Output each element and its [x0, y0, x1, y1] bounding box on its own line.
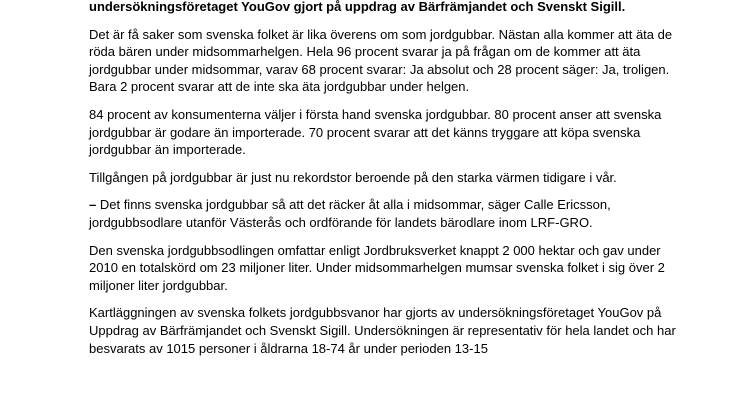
lead-paragraph: undersökningsföretaget YouGov gjort på uppdrag av Bärfrämjandet och Svenskt Sigill.: [89, 0, 626, 14]
paragraph-consumer-preference: 84 procent av konsumenterna väljer i första hand svenska jordgubbar. 80 procent anser att svenska jordgubbar är godare än importerade. 70 procent svarar att det känns tryggare att köpa svenska jordgubbar än importerade.: [89, 106, 662, 158]
paragraph-methodology: Kartläggningen av svenska folkets jordgubbsvanor har gjorts av undersökningsföretaget YouGov på Uppdrag av Bärfrämjandet och Svenskt Sigill. Undersökningen är representativ för hela landet och har besvarats av 1015 personer i åldrarna 18-74 år under perioden 13-15: [89, 305, 676, 356]
article-body: [89, 0, 689, 367]
paragraph-supply: Tillgången på jordgubbar är just nu rekordstor beroende på den starka värmen tidigare i vår.: [89, 169, 617, 185]
paragraph-survey-intro: Det är få saker som svenska folket är lika överens om som jordgubbar. Nästan alla kommer att äta de röda bären under midsommarhelgen. Hela 96 procent svarar ja på frågan om de kommer att äta jordgubbar under midsommar, varav 68 procent svarar: Ja absolut och 28 procent säger: Ja, troligen. Bara 2 procent svarar att de inte ska äta jordgubbar under helgen.: [89, 26, 673, 95]
quote-paragraph: [89, 196, 689, 231]
quote-dash: –: [89, 197, 97, 213]
quote-text: Det finns svenska jordgubbar så att det räcker åt alla i midsommar, säger Calle Ericsson, jordgubbsodlare utanför Västerås och ordförande för landets bärodlare inom LRF-GRO.: [89, 197, 611, 230]
paragraph-cultivation-stats: Den svenska jordgubbsodlingen omfattar enligt Jordbruksverket knappt 2 000 hektar och gav under 2010 en totalskörd om 23 miljoner liter. Under midsommarhelgen mumsar svenska folket i sig över 2 miljoner liter jordgubbar.: [89, 242, 665, 293]
